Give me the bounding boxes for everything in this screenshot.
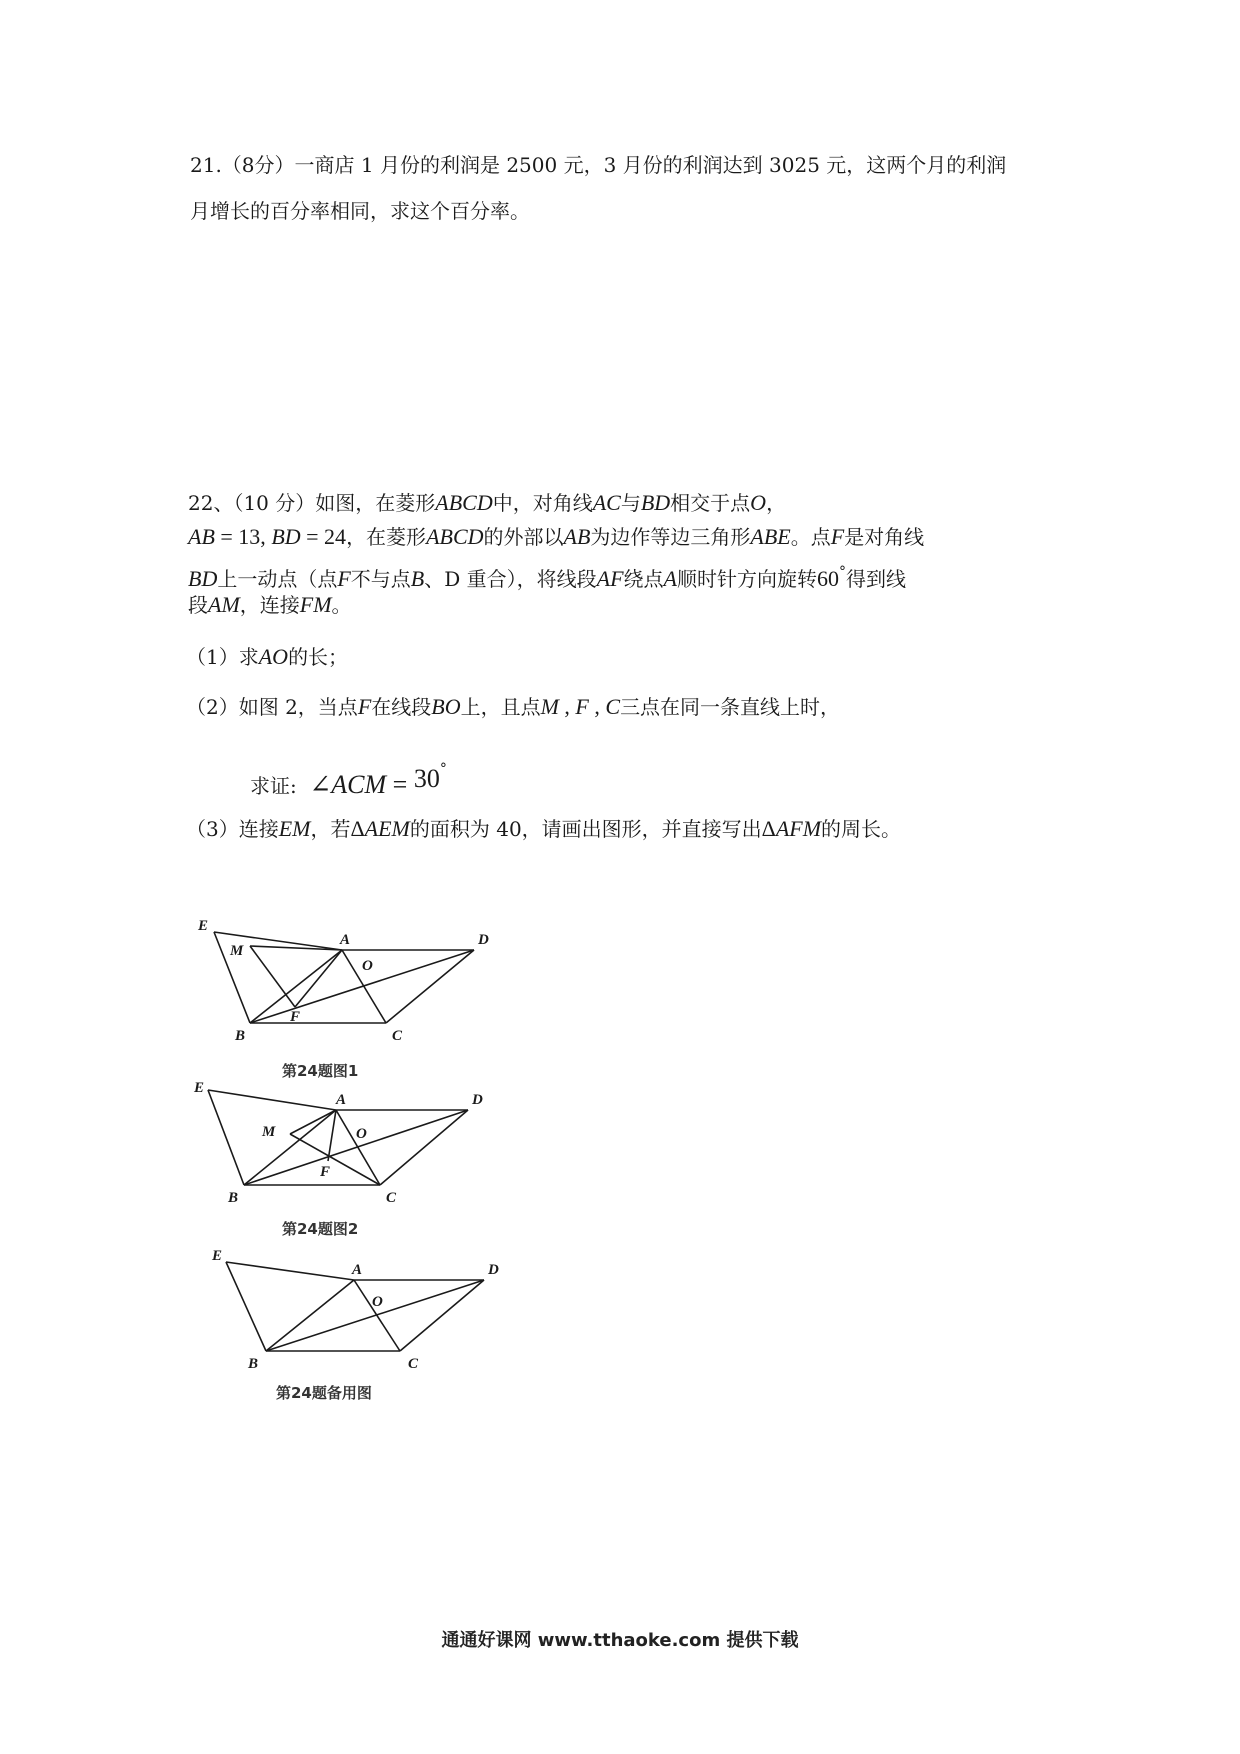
math-sixty: 60 — [816, 566, 839, 591]
q21-text-2: 月增长的百分率相同，求这个百分率。 — [190, 199, 530, 223]
math-f: F — [830, 524, 845, 549]
q22-text: ，连接 — [239, 593, 300, 617]
math-ab: AB — [563, 524, 591, 549]
figure-3 — [180, 1240, 520, 1380]
math-acm: ACM — [331, 770, 387, 799]
math-aem: AEM — [364, 816, 410, 841]
math-f: F — [575, 694, 589, 719]
fig2-label-d: D — [472, 1092, 483, 1108]
fig1-label-d: D — [478, 932, 489, 948]
math-comma: , — [558, 694, 576, 719]
math-bo: BO — [431, 694, 461, 719]
math-b: B — [410, 566, 425, 591]
q21-line2 — [190, 190, 530, 232]
math-eq: = 24 — [300, 524, 347, 549]
math-em: EM — [278, 816, 311, 841]
math-comma: , — [588, 694, 606, 719]
fig1-label-o: O — [362, 958, 373, 974]
math-abcd: ABCD — [435, 490, 493, 515]
fig2-label-m: M — [262, 1124, 276, 1140]
math-angle: ∠ — [309, 770, 332, 799]
q22-text: ， — [766, 491, 787, 515]
q22-text: 不与点 — [350, 567, 411, 591]
q22-text: （3）连接 — [186, 817, 279, 841]
fig2-label-e: E — [194, 1080, 205, 1096]
math-ao: AO — [258, 644, 289, 669]
fig1-label-a: A — [340, 932, 351, 948]
figure-2-diagram — [180, 1068, 520, 1218]
fig3-label-c: C — [408, 1356, 419, 1372]
q22-text: 。 — [331, 593, 352, 617]
q21-text-1: 21.（8分）一商店 1 月份的利润是 2500 元，3 月份的利润达到 3025 元，这两个月的利润 — [190, 153, 1007, 177]
math-eq: = 13, — [214, 524, 272, 549]
math-delta: Δ — [761, 816, 776, 841]
q22-text: 上一动点（点 — [217, 567, 338, 591]
math-bd: BD — [640, 490, 671, 515]
fig1-label-b: B — [235, 1028, 246, 1044]
q22-text: （2）如图 2，当点 — [186, 695, 358, 719]
math-abe: ABE — [750, 524, 791, 549]
figure-1 — [180, 900, 520, 1050]
math-eq: = — [386, 770, 414, 799]
q22-proof — [250, 748, 447, 807]
q22-text: 段 — [188, 593, 208, 617]
q21-line1 — [190, 144, 1006, 186]
math-bd: BD — [271, 524, 301, 549]
math-c: C — [605, 694, 621, 719]
fig1-label-c: C — [392, 1028, 403, 1044]
math-degree: ° — [838, 564, 846, 580]
math-m: M — [540, 694, 559, 719]
fig1-label-m: M — [230, 943, 244, 959]
math-thirty: 30 — [413, 764, 440, 793]
fig2-label-a: A — [336, 1092, 347, 1108]
math-o: O — [750, 490, 767, 515]
q22-text: 为边作等边三角形 — [590, 525, 751, 549]
math-f: F — [357, 694, 372, 719]
math-ab: AB — [188, 524, 215, 549]
q22-text: 与 — [620, 491, 641, 515]
fig2-label-b: B — [228, 1190, 239, 1206]
q22-text: 22、（10 分）如图，在菱形 — [188, 491, 436, 515]
math-delta: Δ — [350, 816, 365, 841]
fig3-label-a: A — [352, 1262, 363, 1278]
math-bd: BD — [188, 566, 218, 591]
q22-text: 的周长。 — [821, 817, 902, 841]
q22-line4 — [188, 584, 352, 626]
proof-label: 求证: — [250, 774, 297, 798]
q22-part3 — [186, 808, 901, 850]
q22-text: 的面积为 40，请画出图形，并直接写出 — [409, 817, 762, 841]
fig3-label-o: O — [372, 1294, 383, 1310]
math-a: A — [663, 566, 677, 591]
q22-text: 、D 重合），将线段 — [424, 567, 597, 591]
q22-text: ，在菱形 — [346, 525, 427, 549]
q22-text: 。点 — [790, 525, 831, 549]
q22-text: （1）求 — [186, 645, 259, 669]
math-abcd: ABCD — [426, 524, 484, 549]
q22-part1 — [186, 636, 348, 678]
fig1-label-e: E — [198, 918, 209, 934]
page-footer: 通通好课网 www.tthaoke.com 提供下载 — [441, 1630, 799, 1651]
q22-text: 绕点 — [623, 567, 664, 591]
q22-text: 在线段 — [371, 695, 432, 719]
q22-text: 顺时针方向旋转 — [676, 567, 817, 591]
q22-text: 中，对角线 — [492, 491, 593, 515]
fig2-label-f: F — [320, 1164, 331, 1180]
q22-text: ，若 — [310, 817, 351, 841]
fig1-label-f: F — [290, 1009, 301, 1025]
q22-text: 相交于点 — [670, 491, 751, 515]
fig2-label-c: C — [386, 1190, 397, 1206]
fig2-label-o: O — [356, 1126, 367, 1142]
math-afm: AFM — [775, 816, 822, 841]
figure-1-diagram — [180, 900, 520, 1050]
q22-text: 得到线 — [845, 567, 906, 591]
math-degree: ° — [439, 761, 447, 777]
fig3-label-d: D — [488, 1262, 499, 1278]
figure-2-caption: 第24题图2 — [282, 1220, 359, 1238]
figure-2 — [180, 1068, 520, 1218]
figure-3-caption: 第24题备用图 — [276, 1384, 372, 1402]
q22-part2 — [186, 686, 840, 728]
fig3-label-b: B — [248, 1356, 259, 1372]
math-am: AM — [208, 592, 240, 617]
q22-text: 是对角线 — [844, 525, 925, 549]
figure-3-diagram — [180, 1240, 520, 1380]
q22-text: 三点在同一条直线上时， — [620, 695, 841, 719]
q22-text: 的外部以 — [483, 525, 564, 549]
q22-text: 上，且点 — [460, 695, 541, 719]
math-af: AF — [596, 566, 624, 591]
math-ac: AC — [592, 490, 621, 515]
math-fm: FM — [299, 592, 332, 617]
math-f: F — [337, 566, 351, 591]
fig3-label-e: E — [212, 1248, 223, 1264]
figure-1-caption: 第24题图1 — [282, 1062, 359, 1080]
q22-text: 的长； — [288, 645, 349, 669]
